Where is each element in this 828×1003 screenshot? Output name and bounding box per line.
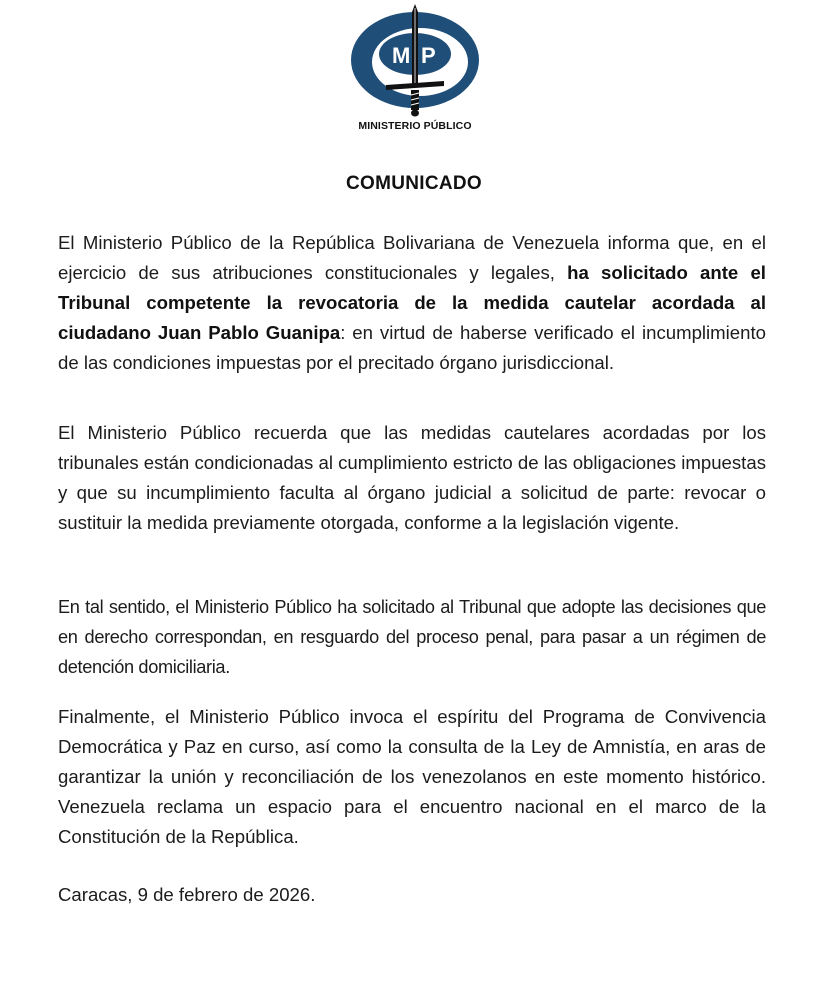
- paragraph-4: Finalmente, el Ministerio Público invoca el espíritu del Programa de Convivencia Democrática y Paz en curso, así como la consulta de la Ley de Amnistía, en aras de garantizar la unión y reconciliación de los venezolanos en este momento histórico. Venezuela reclama un espacio para el encuentro nacional en el marco de la Constitución de la República.: [58, 706, 766, 847]
- ministerio-publico-logo: [340, 0, 490, 140]
- paragraph-2: El Ministerio Público recuerda que las medidas cautelares acordadas por los tribunales están condicionadas al cumplimiento estricto de las obligaciones impuestas y que su incumplimiento faculta al órgano judicial a solicitud de parte: revocar o sustituir la medida previamente otorgada, conforme a la legislación vigente.: [58, 422, 766, 533]
- paragraph-1: [58, 228, 766, 378]
- paragraph-1-rest: : en virtud de haberse verificado el incumplimiento de las condiciones impuestas por el precitado órgano jurisdiccional.: [58, 322, 766, 373]
- logo-caption: MINISTERIO PÚBLICO: [358, 120, 472, 132]
- svg-text:M: M: [392, 43, 411, 68]
- mp-emblem-icon: [340, 0, 490, 140]
- closing-date: Caracas, 9 de febrero de 2026.: [58, 884, 316, 905]
- paragraph-1-intro: El Ministerio Público de la República Bolivariana de Venezuela informa que, en el ejercicio de sus atribuciones constitucionales y legales,: [58, 232, 766, 283]
- paragraph-3: En tal sentido, el Ministerio Público ha solicitado al Tribunal que adopte las decisiones que en derecho correspondan, en resguardo del proceso penal, para pasar a un régimen de detención domiciliaria.: [58, 597, 766, 677]
- document-title: COMUNICADO: [346, 173, 482, 194]
- svg-text:P: P: [421, 43, 436, 68]
- paragraph-1-bold: ha solicitado ante el Tribunal competente la revocatoria de la medida cautelar acordada al ciudadano Juan Pablo Guanipa: [58, 262, 766, 343]
